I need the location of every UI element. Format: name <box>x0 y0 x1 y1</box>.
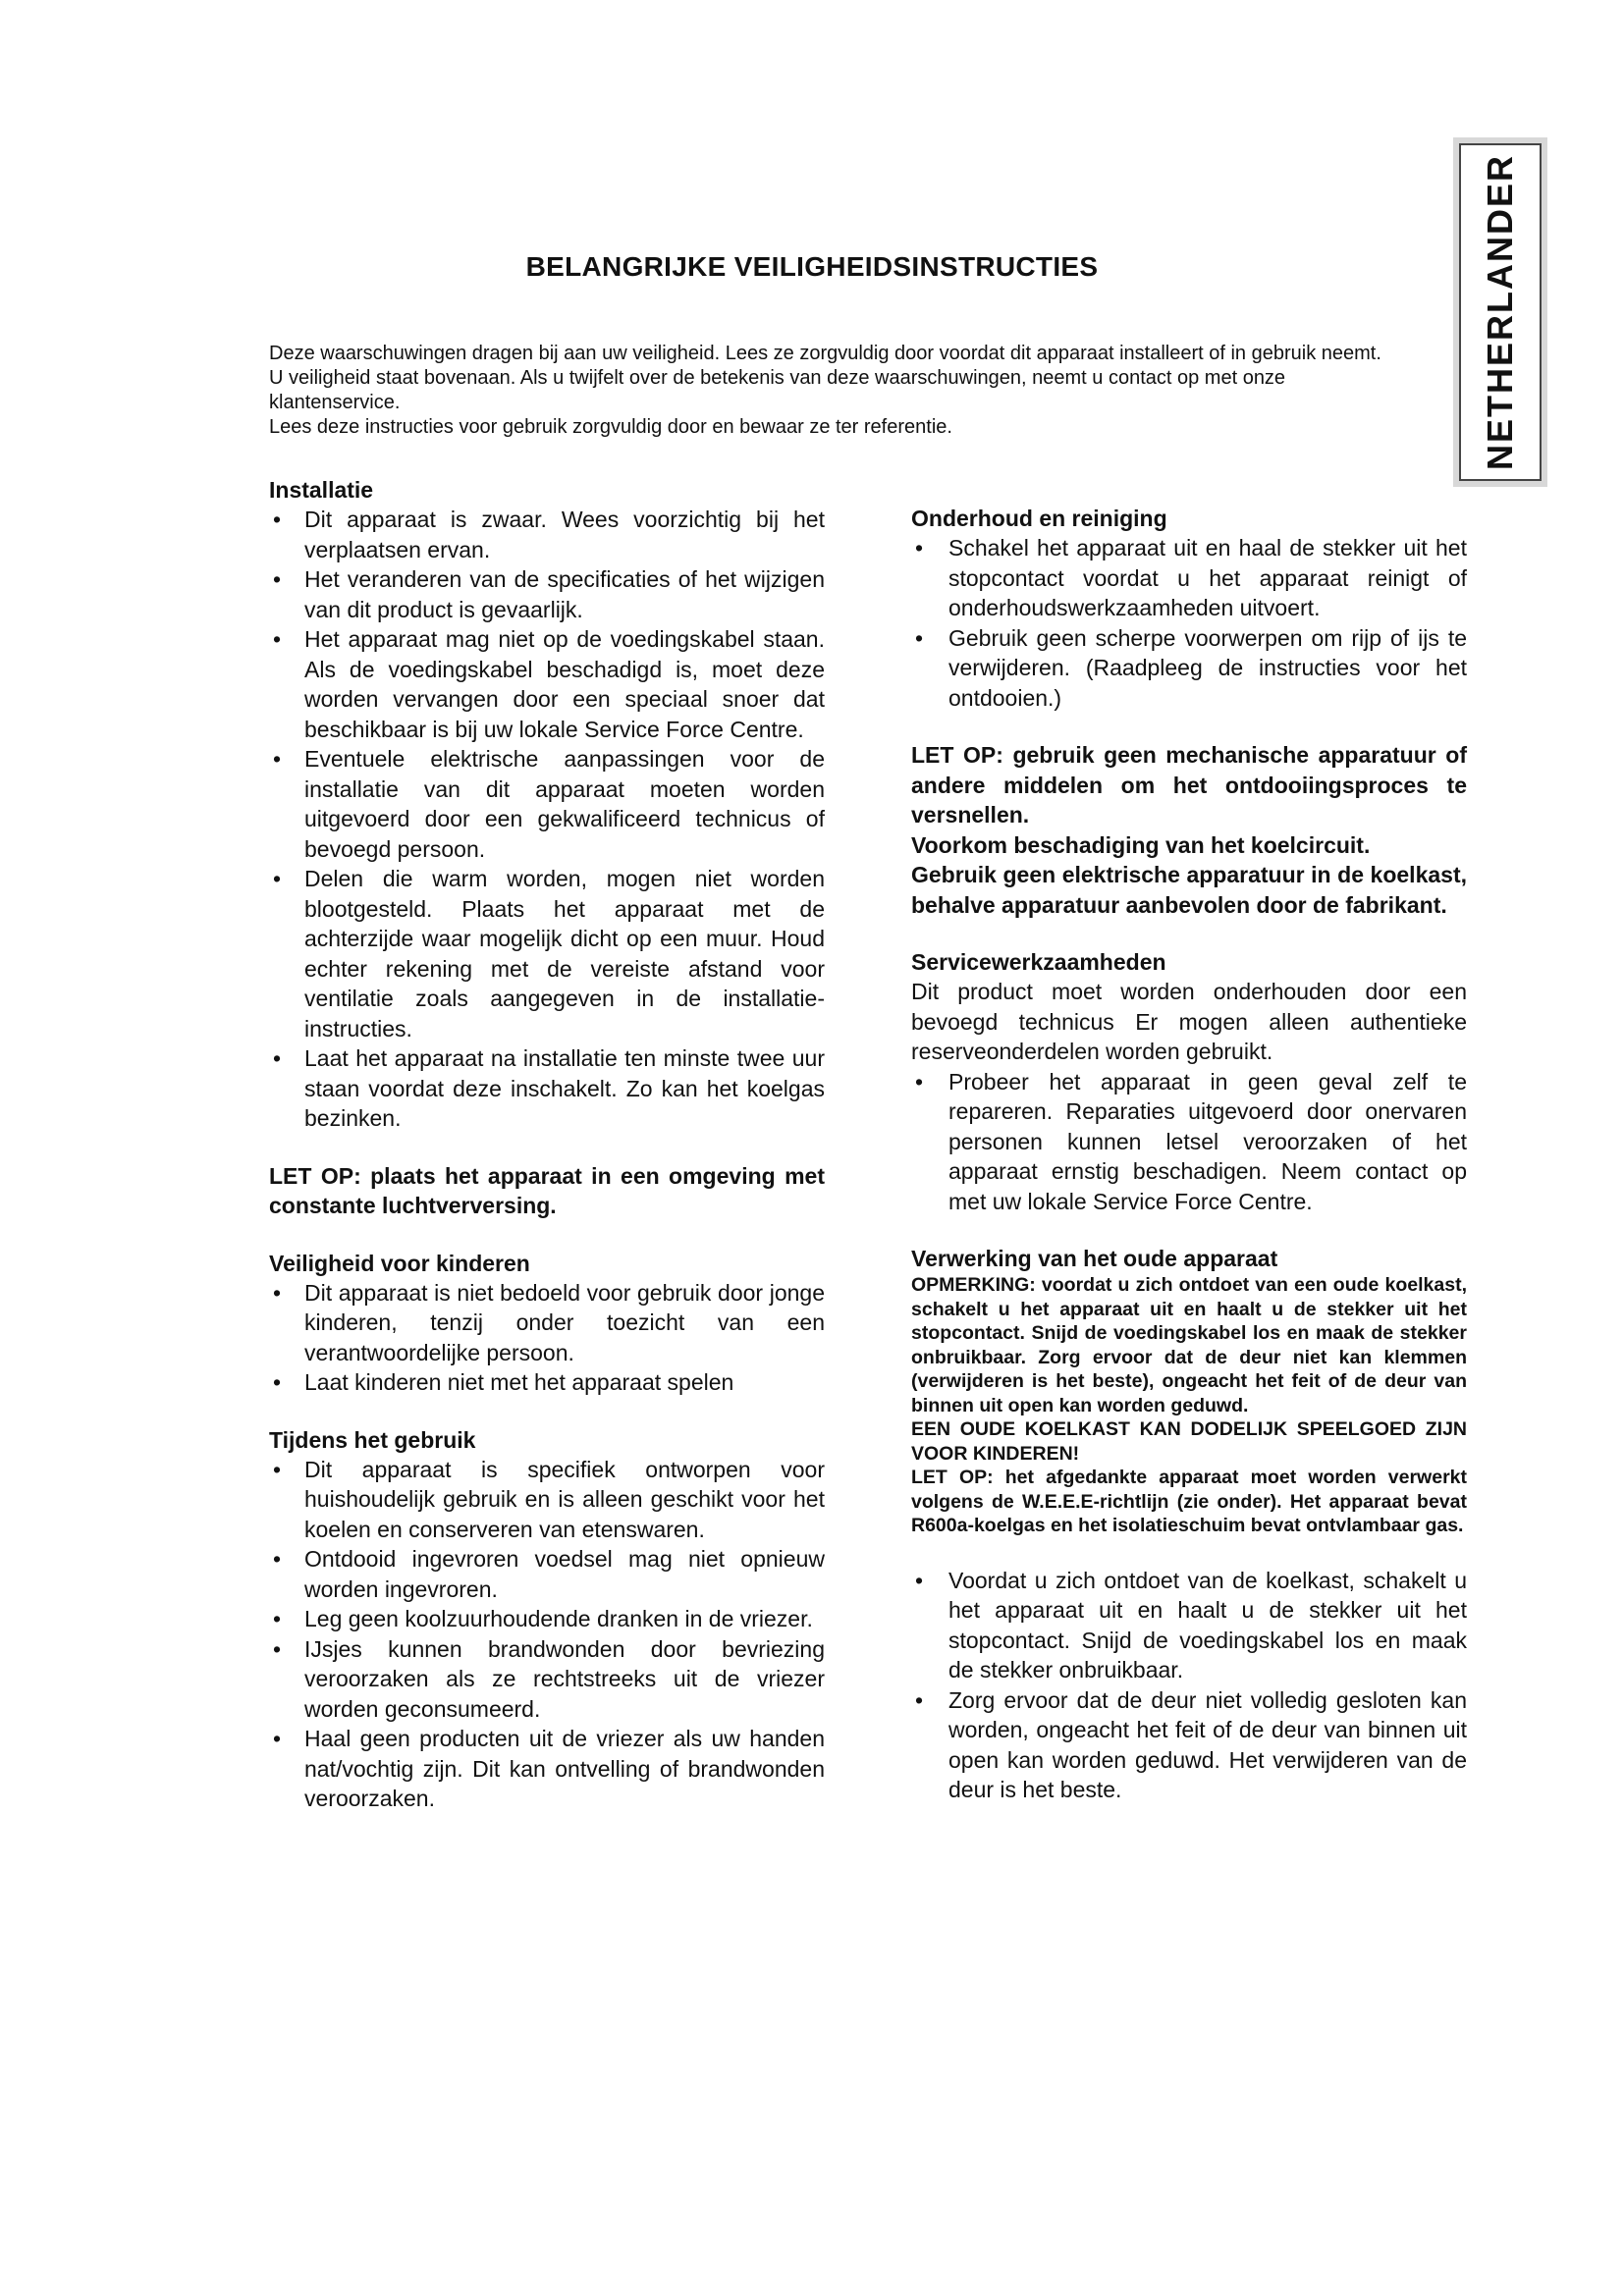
right-column <box>911 504 1467 1805</box>
section-heading-kinderen: Veiligheid voor kinderen <box>269 1250 530 1276</box>
section-heading-gebruik: Tijdens het gebruik <box>269 1426 476 1453</box>
onderhoud-warning: Voorkom beschadiging van het koelcircuit. <box>911 831 1371 858</box>
verwerking-note: OPMERKING: voordat u zich ontdoet van een oude koelkast, schakelt u het apparaat uit en haalt u de stekker uit het stopcontact. Snijd de voedingskabel los en maak de stekker onbruikbaar. Zorg ervoor dat de deur niet kan klemmen (verwijderen is het beste), ongeacht het feit of de deur van binnen uit open kan worden geduwd. <box>911 1274 1467 1416</box>
kinderen-list <box>269 1278 825 1398</box>
list-item: • Dit apparaat is niet bedoeld voor gebruik door jonge kinderen, tenzij onder toezicht van een verantwoordelijke persoon. <box>269 1278 825 1368</box>
installatie-list <box>269 505 825 1134</box>
list-item: • Het apparaat mag niet op de voedingskabel staan. Als de voedingskabel beschadigd is, moet deze worden vervangen door een speciaal snoer dat beschikbaar is bij uw lokale Service Force Centre. <box>269 624 825 744</box>
list-item: • Schakel het apparaat uit en haal de stekker uit het stopcontact voordat u het apparaat reinigt of onderhoudswerkzaamheden uitvoert. <box>911 533 1467 623</box>
left-column <box>269 475 825 1814</box>
installatie-warning: LET OP: plaats het apparaat in een omgeving met constante luchtverversing. <box>269 1162 825 1218</box>
intro <box>269 342 1388 440</box>
onderhoud-list <box>911 533 1467 713</box>
verwerking-list <box>911 1566 1467 1805</box>
list-item: • Zorg ervoor dat de deur niet volledig gesloten kan worden, ongeacht het feit of de deur van binnen uit open kan worden geduwd. Het verwijderen van de deur is het beste. <box>911 1685 1467 1805</box>
list-item: • Probeer het apparaat in geen geval zelf te repareren. Reparaties uitgevoerd door onervaren personen kunnen letsel veroorzaken of het apparaat ernstig beschadigen. Neem contact op met uw lokale Service Force Centre. <box>911 1067 1467 1217</box>
service-list <box>911 1067 1467 1217</box>
language-tab-label: NETHERLANDER <box>1480 153 1520 471</box>
list-item: • Dit apparaat is zwaar. Wees voorzichtig bij het verplaatsen ervan. <box>269 505 825 564</box>
list-item: • Eventuele elektrische aanpassingen voor de installatie van dit apparaat moeten worden uitgevoerd door een gekwalificeerd technicus of bevoegd persoon. <box>269 744 825 864</box>
section-heading-service: Servicewerkzaamheden <box>911 949 1166 975</box>
list-item: • Haal geen producten uit de vriezer als uw handen nat/vochtig zijn. Dit kan ontvelling of brandwonden veroorzaken. <box>269 1724 825 1814</box>
list-item: • Het veranderen van de specificaties of het wijzigen van dit product is gevaarlijk. <box>269 564 825 624</box>
section-heading-installatie: Installatie <box>269 477 374 503</box>
list-item: • Voordat u zich ontdoet van de koelkast, schakelt u het apparaat uit en haalt u de stekker uit het stopcontact. Snijd de voedingskabel los en maak de stekker onbruikbaar. <box>911 1566 1467 1685</box>
gebruik-list <box>269 1455 825 1814</box>
onderhoud-warning: Gebruik geen elektrische apparatuur in de koelkast, behalve apparatuur aanbevolen door de fabrikant. <box>911 862 1467 918</box>
section-heading-verwerking: Verwerking van het oude apparaat <box>911 1246 1278 1271</box>
verwerking-note: LET OP: het afgedankte apparaat moet worden verwerkt volgens de W.E.E.E-richtlijn (zie onder). Het apparaat bevat R600a-koelgas en het isolatieschuim bevat ontvlambaar gas. <box>911 1467 1467 1536</box>
list-item: • Laat het apparaat na installatie ten minste twee uur staan voordat deze inschakelt. Zo kan het koelgas bezinken. <box>269 1043 825 1134</box>
list-item: • Leg geen koolzuurhoudende dranken in de vriezer. <box>269 1604 825 1634</box>
language-tab <box>1459 143 1542 481</box>
list-item: • Gebruik geen scherpe voorwerpen om rijp of ijs te verwijderen. (Raadpleeg de instructies voor het ontdooien.) <box>911 623 1467 714</box>
intro-paragraph: Lees deze instructies voor gebruik zorgvuldig door en bewaar ze ter referentie. <box>269 416 952 438</box>
list-item: • Delen die warm worden, mogen niet worden blootgesteld. Plaats het apparaat met de achterzijde waar mogelijk dicht op een muur. Houd echter rekening met de vereiste afstand voor ventilatie zoals aangegeven in de installatie-instructies. <box>269 864 825 1043</box>
verwerking-notes <box>911 1273 1467 1538</box>
list-item: • Ontdooid ingevroren voedsel mag niet opnieuw worden ingevroren. <box>269 1544 825 1604</box>
intro-paragraph: Deze waarschuwingen dragen bij aan uw veiligheid. Lees ze zorgvuldig door voordat dit apparaat installeert of in gebruik neemt. U veiligheid staat bovenaan. Als u twijfelt over de betekenis van deze waarschuwingen, neemt u contact op met onze klantenservice. <box>269 343 1381 413</box>
verwerking-note: EEN OUDE KOELKAST KAN DODELIJK SPEELGOED ZIJN VOOR KINDEREN! <box>911 1418 1467 1465</box>
list-item: • Laat kinderen niet met het apparaat spelen <box>269 1367 825 1398</box>
list-item: • Dit apparaat is specifiek ontworpen voor huishoudelijk gebruik en is alleen geschikt voor het koelen en conserveren van etenswaren. <box>269 1455 825 1545</box>
page-title: BELANGRIJKE VEILIGHEIDSINSTRUCTIES <box>525 251 1099 282</box>
onderhoud-warning: LET OP: gebruik geen mechanische apparatuur of andere middelen om het ontdooiingsproces te versnellen. <box>911 742 1467 828</box>
service-text: Dit product moet worden onderhouden door een bevoegd technicus Er mogen alleen authentieke reserveonderdelen worden gebruikt. <box>911 979 1467 1064</box>
list-item: • IJsjes kunnen brandwonden door bevriezing veroorzaken als ze rechtstreeks uit de vriezer worden geconsumeerd. <box>269 1634 825 1725</box>
section-heading-onderhoud: Onderhoud en reiniging <box>911 506 1167 531</box>
